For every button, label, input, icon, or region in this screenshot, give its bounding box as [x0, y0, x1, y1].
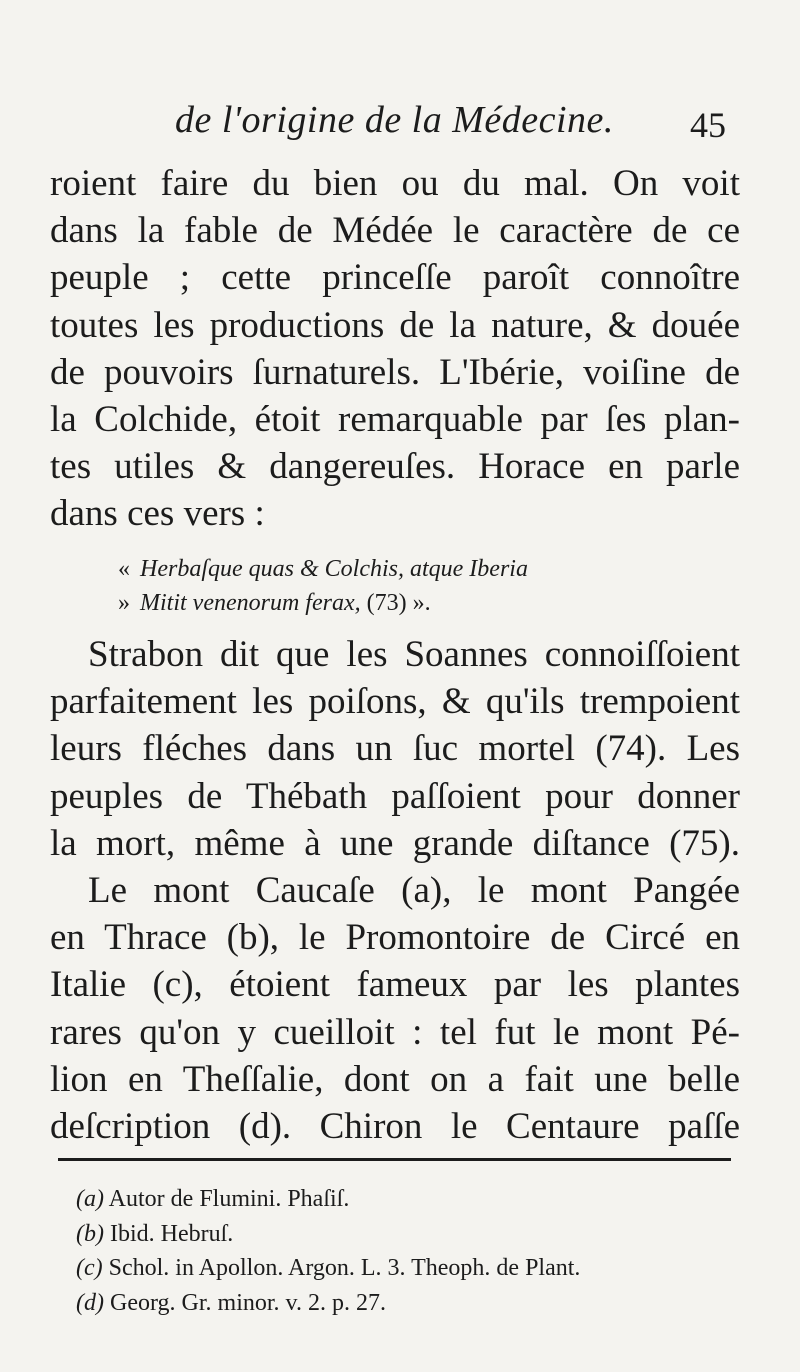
verse-quotation: [118, 552, 528, 620]
page-number: 45: [690, 105, 726, 145]
text-line: dans la fable de Médée le caractère de ce: [50, 210, 740, 252]
verse-text: Mitit venenorum ferax,: [140, 590, 361, 616]
footnote-text: Georg. Gr. minor. v. 2. p. 27.: [109, 1289, 386, 1316]
text-line: parfaitement les poiſons, & qu'ils trempoient: [50, 681, 740, 723]
footnote-mark: (c): [76, 1255, 103, 1281]
text-line: en Thrace (b), le Promontoire de Circé en: [50, 917, 740, 959]
text-line: roient faire du bien ou du mal. On voit: [50, 163, 740, 204]
verse-line-2: [118, 586, 528, 620]
text-line: la mort, même à une grande diſtance (75).: [50, 822, 740, 864]
text-line: peuple ; cette princeſſe paroît connoître: [50, 257, 740, 299]
verse-text: Herbaſque quas & Colchis, atque Iberia: [140, 556, 528, 582]
quote-close-mark: ».: [412, 590, 431, 616]
page-header: [0, 98, 800, 158]
text-line: dans ces vers :: [50, 493, 265, 535]
footnote-text: Autor de Flumini. Phaſiſ.: [108, 1186, 350, 1212]
text-line: lion en Theſſalie, dont on a fait une belle: [50, 1058, 740, 1100]
note-reference: (73): [366, 590, 407, 616]
footnote-c: [76, 1251, 580, 1286]
footnote-text: Ibid. Hebruſ.: [109, 1220, 234, 1247]
paragraph-2-3: [50, 631, 740, 1150]
footnote-d: [76, 1286, 580, 1321]
text-line: deſcription (d). Chiron le Centaure paſſe: [50, 1106, 740, 1148]
paragraph-1: [50, 160, 740, 538]
text-line: toutes les productions de la nature, & douée: [50, 304, 740, 346]
text-line: de pouvoirs ſurnaturels. L'Ibérie, voiſine de: [50, 351, 740, 393]
footnote-mark: (b): [76, 1220, 104, 1247]
footnote-text: Schol. in Apollon. Argon. L. 3. Theoph. de Plant.: [108, 1255, 581, 1281]
footnote-b: [76, 1217, 580, 1252]
text-line: Strabon dit que les Soannes connoiſſoient: [88, 634, 740, 675]
footnote-mark: (d): [76, 1289, 104, 1316]
text-line: rares qu'on y cueilloit : tel fut le mont Pé-: [50, 1011, 740, 1053]
footnote-mark: (a): [76, 1186, 104, 1212]
footnote-divider: [58, 1158, 731, 1161]
text-line: la Colchide, étoit remarquable par ſes plan-: [50, 399, 740, 441]
text-line: leurs fléches dans un ſuc mortel (74). Les: [50, 728, 740, 770]
quote-open-mark: «: [118, 556, 130, 582]
running-title: de l'origine de la Médecine.: [175, 99, 614, 141]
text-line: tes utiles & dangereuſes. Horace en parle: [50, 446, 740, 488]
footnote-a: [76, 1182, 580, 1217]
verse-line-1: [118, 552, 528, 586]
text-line: Italie (c), étoient fameux par les plantes: [50, 964, 740, 1006]
quote-continuation-mark: »: [118, 590, 130, 616]
text-line: Le mont Caucaſe (a), le mont Pangée: [88, 870, 740, 912]
text-line: peuples de Thébath paſſoient pour donner: [50, 775, 740, 817]
footnotes: [76, 1182, 580, 1320]
